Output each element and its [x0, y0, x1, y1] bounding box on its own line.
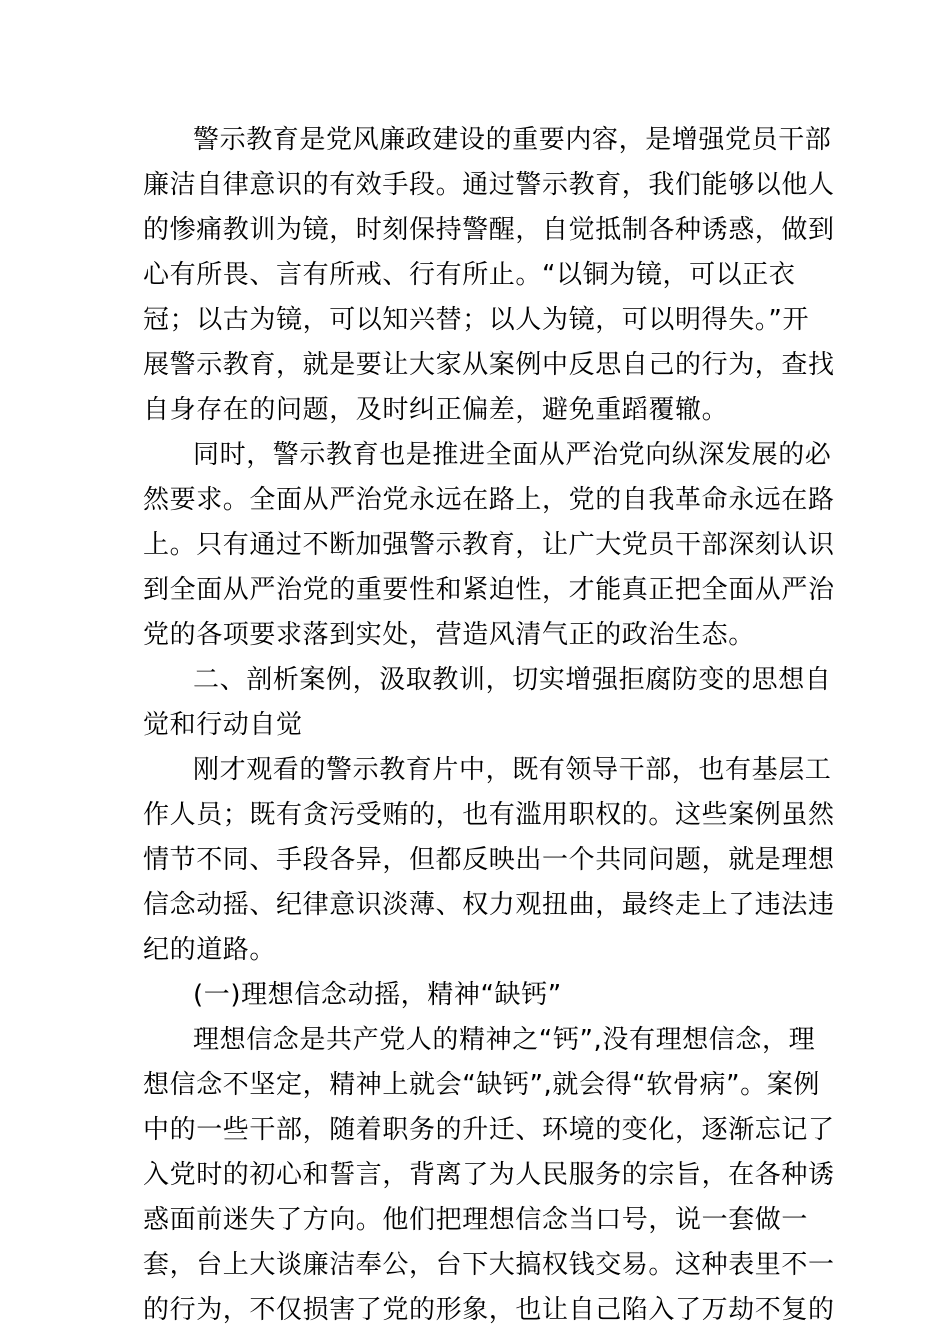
paragraph-1-line-1: 警示教育是党风廉政建设的重要内容，是增强党员干部 [193, 125, 832, 155]
paragraph-1-line-2: 廉洁自律意识的有效手段。通过警示教育，我们能够以他人 [143, 170, 835, 200]
paragraph-2-line-1: 同时，警示教育也是推进全面从严治党向纵深发展的必 [193, 440, 832, 470]
paragraph-4-line-5: 惑面前迷失了方向。他们把理想信念当口号，说一套做一 [143, 1205, 809, 1235]
paragraph-4-line-3: 中的一些干部，随着职务的升迁、环境的变化，逐渐忘记了 [143, 1115, 835, 1145]
paragraph-3-line-2: 作人员；既有贪污受贿的，也有滥用职权的。这些案例虽然 [143, 800, 835, 830]
paragraph-3-line-5: 纪的道路。 [143, 935, 277, 965]
paragraph-4-line-1: 理想信念是共产党人的精神之“钙”,没有理想信念，理 [193, 1025, 816, 1055]
paragraph-1-line-6: 展警示教育，就是要让大家从案例中反思自己的行为，查找 [143, 350, 835, 380]
section-heading-line-1: 二、剖析案例，汲取教训，切实增强拒腐防变的思想自 [193, 665, 832, 695]
paragraph-2-line-4: 到全面从严治党的重要性和紧迫性，才能真正把全面从严治 [143, 575, 835, 605]
section-heading-line-2: 觉和行动自觉 [143, 710, 303, 740]
paragraph-2-line-5: 党的各项要求落到实处，营造风清气正的政治生态。 [143, 620, 755, 650]
paragraph-1-line-7: 自身存在的问题，及时纠正偏差，避免重蹈覆辙。 [143, 395, 729, 425]
paragraph-4-line-7: 的行为，不仅损害了党的形象，也让自己陷入了万劫不复的 [143, 1295, 835, 1325]
paragraph-2-line-2: 然要求。全面从严治党永远在路上，党的自我革命永远在路 [143, 485, 835, 515]
paragraph-1-line-3: 的惨痛教训为镜，时刻保持警醒，自觉抵制各种诱惑，做到 [143, 215, 835, 245]
document-body [143, 118, 835, 1333]
paragraph-2-line-3: 上。只有通过不断加强警示教育，让广大党员干部深刻认识 [143, 530, 835, 560]
subsection-heading: (一)理想信念动摇，精神“缺钙” [193, 980, 562, 1010]
paragraph-1-line-5: 冠；以古为镜，可以知兴替；以人为镜，可以明得失。”开 [143, 305, 810, 335]
paragraph-3-line-3: 情节不同、手段各异，但都反映出一个共同问题，就是理想 [143, 845, 835, 875]
paragraph-1-line-4: 心有所畏、言有所戒、行有所止。“以铜为镜，可以正衣 [143, 260, 796, 290]
paragraph-3-line-1: 刚才观看的警示教育片中，既有领导干部，也有基层工 [193, 755, 832, 785]
paragraph-4-line-4: 入党时的初心和誓言，背离了为人民服务的宗旨，在各种诱 [143, 1160, 835, 1190]
paragraph-3-line-4: 信念动摇、纪律意识淡薄、权力观扭曲，最终走上了违法违 [143, 890, 835, 920]
paragraph-4-line-2: 想信念不坚定，精神上就会“缺钙”,就会得“软骨病”。案例 [143, 1070, 820, 1100]
paragraph-4-line-6: 套，台上大谈廉洁奉公，台下大搞权钱交易。这种表里不一 [143, 1250, 835, 1280]
